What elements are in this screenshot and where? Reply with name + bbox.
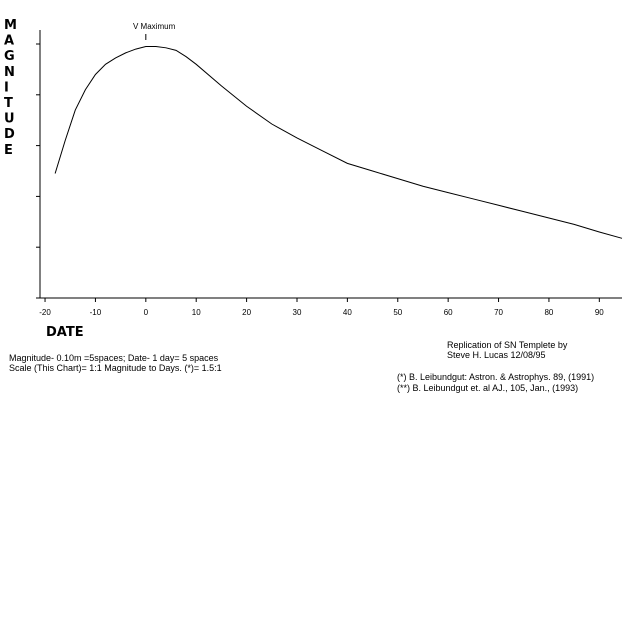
y-axis-label-letter: N <box>4 64 15 80</box>
series-line <box>55 47 622 239</box>
scale-note-1: Magnitude- 0.10m =5spaces; Date- 1 day= 5 spaces <box>9 353 219 363</box>
x-tick-label: 20 <box>242 308 252 317</box>
v-maximum-label: V Maximum <box>133 22 176 31</box>
credit-line-1: Replication of SN Templete by <box>447 340 568 350</box>
x-tick-label: 40 <box>342 308 352 317</box>
credit-line-2: Steve H. Lucas 12/08/95 <box>447 350 546 360</box>
y-ticks <box>36 44 40 298</box>
x-tick-label: 50 <box>393 308 403 317</box>
x-tick-label: 10 <box>191 308 201 317</box>
y-axis-label-letter: G <box>4 49 15 65</box>
y-axis-label-letter: A <box>4 33 15 49</box>
x-axis-label: DATE <box>46 325 84 340</box>
y-axis-label <box>4 18 17 158</box>
x-tick-label: 30 <box>292 308 302 317</box>
reference-2: (**) B. Leibundgut et. al AJ., 105, Jan., (1993) <box>397 383 579 393</box>
y-axis-label-letter: M <box>4 18 17 33</box>
x-tick-label: 60 <box>443 308 453 317</box>
v-maximum-annotation <box>133 22 176 40</box>
x-tick-label: 0 <box>143 308 149 317</box>
y-axis-label-letter: E <box>4 142 13 158</box>
x-tick-label: -20 <box>39 308 51 317</box>
y-axis-label-letter: U <box>4 111 15 127</box>
reference-1: (*) B. Leibundgut: Astron. & Astrophys. 89, (1991) <box>397 372 595 382</box>
scale-note-2: Scale (This Chart)= 1:1 Magnitude to Days. (*)= 1.5:1 <box>9 363 222 373</box>
y-axis-label-letter: D <box>4 127 15 143</box>
x-tick-labels <box>39 308 604 317</box>
y-axis-label-letter: T <box>4 96 13 111</box>
x-tick-label: 90 <box>594 308 604 317</box>
y-axis-label-letter: I <box>4 80 9 96</box>
x-tick-label: -10 <box>89 308 102 317</box>
x-tick-label: 80 <box>544 308 554 317</box>
x-tick-label: 70 <box>494 308 503 317</box>
x-ticks <box>45 298 599 302</box>
